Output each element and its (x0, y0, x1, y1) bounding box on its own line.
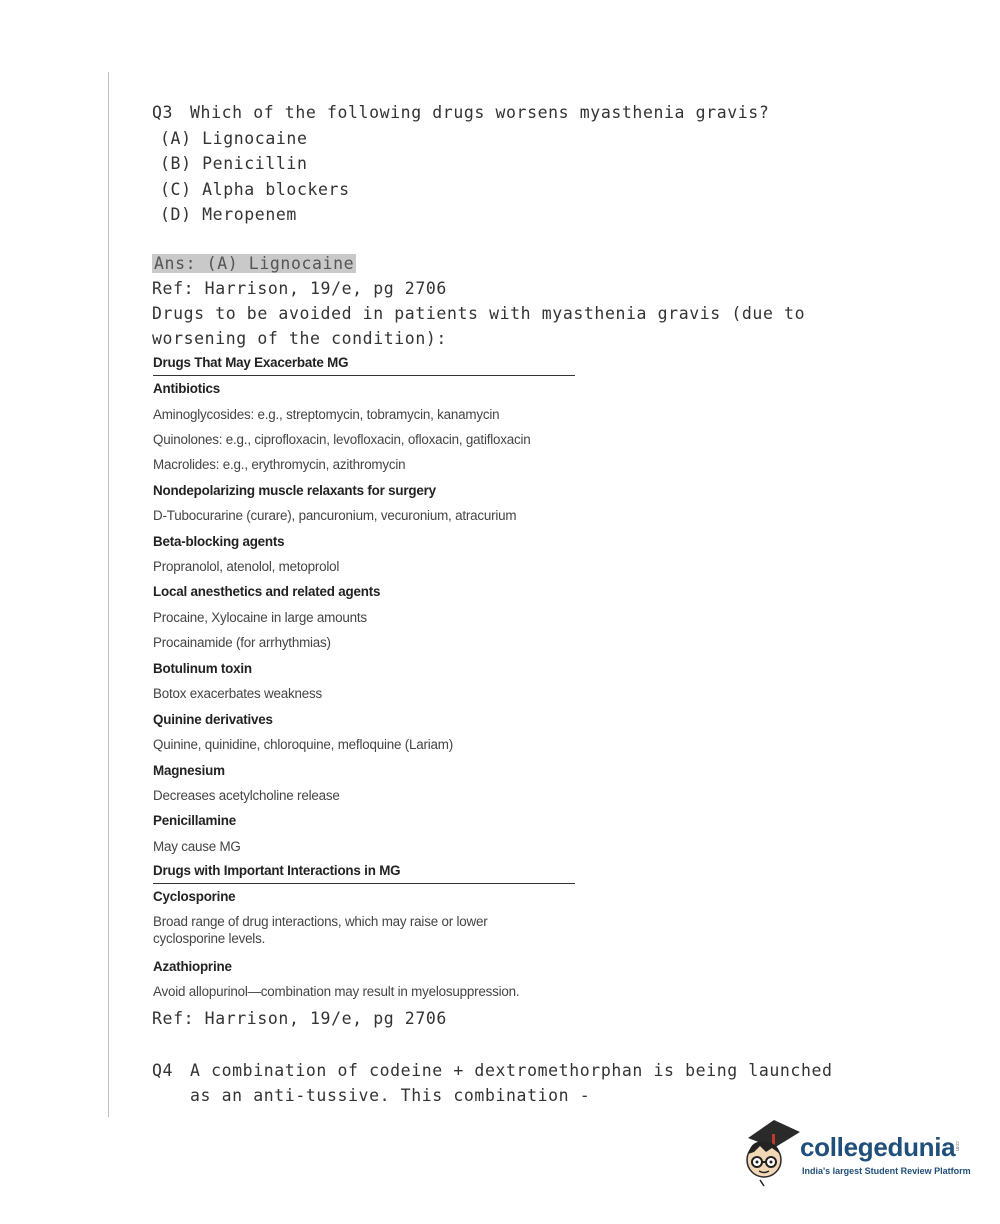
table-item: Broad range of drug interactions, which may raise or lower cyclosporine levels. (153, 913, 488, 946)
section-heading: Local anesthetics and related agents (153, 584, 381, 600)
question-q3 (152, 100, 769, 228)
section-heading: Cyclosporine (153, 889, 236, 905)
logo-com: .com (954, 1140, 960, 1151)
table-item: Quinolones: e.g., ciprofloxacin, levofloxacin, ofloxacin, gatifloxacin (153, 431, 531, 447)
section-heading: Quinine derivatives (153, 711, 273, 727)
question-q4 (152, 1058, 872, 1108)
table-item: Macrolides: e.g., erythromycin, azithromycin (153, 457, 406, 473)
collegedunia-logo (742, 1118, 972, 1188)
drug-table (153, 351, 575, 1005)
table-item: Procaine, Xylocaine in large amounts (153, 609, 367, 625)
section-heading: Antibiotics (153, 381, 220, 396)
table-item: Botox exacerbates weakness (153, 686, 322, 702)
answer-highlight: Ans: (A) Lignocaine (154, 254, 355, 273)
section-heading: Magnesium (153, 762, 225, 778)
question-text: A combination of codeine + dextromethorphan is being launched as an anti-tussive. This combination - (190, 1061, 833, 1105)
table-item: Quinine, quinidine, chloroquine, mefloquine (Lariam) (153, 737, 453, 753)
table-item: May cause MG (153, 838, 241, 854)
table-item: Avoid allopurinol—combination may result in myelosuppression. (153, 984, 520, 1000)
section-heading: Botulinum toxin (153, 660, 252, 676)
logo-tagline: India's largest Student Review Platform (802, 1166, 971, 1176)
section-heading: Nondepolarizing muscle relaxants for surgery (153, 482, 436, 498)
question-number: Q3 (152, 103, 174, 122)
table-title: Drugs That May Exacerbate MG (153, 351, 575, 376)
table-item: Aminoglycosides: e.g., streptomycin, tobramycin, kanamycin (153, 406, 500, 422)
margin-rule (108, 72, 109, 1117)
question-text: Which of the following drugs worsens myasthenia gravis? (190, 103, 770, 122)
answer-block (152, 251, 882, 351)
table-title-interactions: Drugs with Important Interactions in MG (153, 859, 575, 884)
section-heading: Penicillamine (153, 813, 236, 829)
reference-2: Ref: Harrison, 19/e, pg 2706 (152, 1009, 447, 1028)
answer-reference: Ref: Harrison, 19/e, pg 2706 (152, 279, 447, 298)
mascot-icon (742, 1118, 800, 1188)
section-heading: Beta-blocking agents (153, 533, 285, 549)
table-item: D-Tubocurarine (curare), pancuronium, vecuronium, atracurium (153, 508, 517, 524)
option-a: (A) Lignocaine (160, 128, 308, 148)
question-number: Q4 (152, 1061, 174, 1080)
logo-wordmark: collegedunia (800, 1132, 956, 1162)
table-item: Procainamide (for arrhythmias) (153, 635, 331, 651)
section-heading: Azathioprine (153, 958, 232, 974)
table-item: Propranolol, atenolol, metoprolol (153, 559, 340, 575)
option-c: (C) Alpha blockers (160, 179, 350, 199)
table-item: Decreases acetylcholine release (153, 788, 340, 804)
option-b: (B) Penicillin (160, 154, 308, 173)
option-d: (D) Meropenem (160, 205, 297, 224)
answer-explanation: Drugs to be avoided in patients with myasthenia gravis (due to worsening of the condition): (152, 304, 806, 348)
